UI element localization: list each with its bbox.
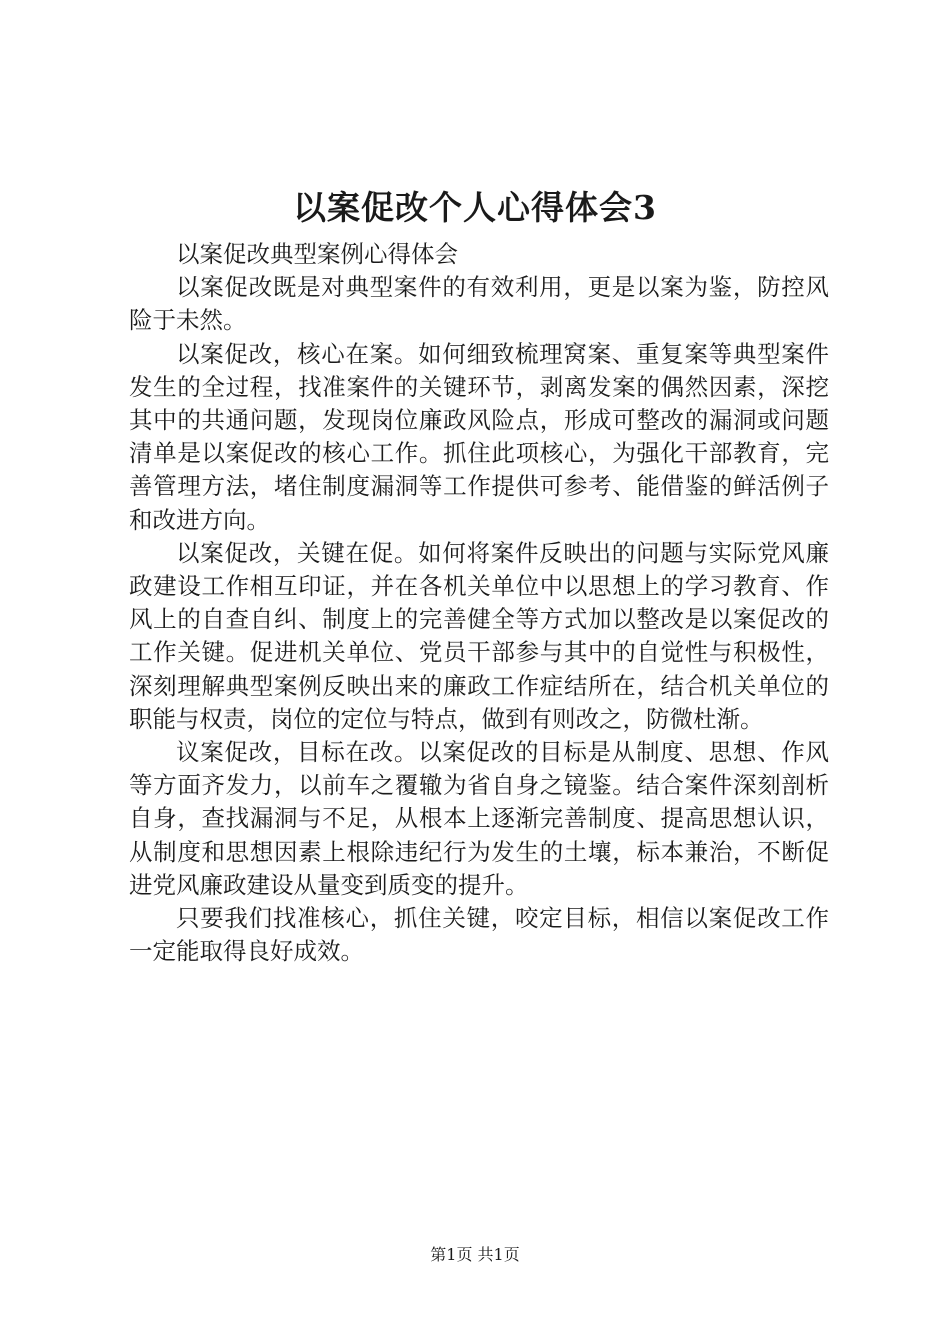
- subtitle-paragraph: 以案促改典型案例心得体会: [176, 240, 458, 268]
- document-body: [129, 238, 829, 968]
- document-title: 以案促改个人心得体会3: [293, 188, 657, 227]
- body-paragraph: 议案促改，目标在改。以案促改的目标是从制度、思想、作风等方面齐发力，以前车之覆辙为省自身之镜鉴。结合案件深刻剖析自身，查找漏洞与不足，从根本上逐渐完善制度、提高思想认识，从制度和思想因素上根除违纪行为发生的土壤，标本兼治，不断促进党风廉政建设从量变到质变的提升。: [129, 738, 829, 899]
- body-paragraph: 以案促改既是对典型案件的有效利用，更是以案为鉴，防控风险于未然。: [129, 273, 829, 335]
- page-number-footer: 第1页 共1页: [430, 1245, 520, 1264]
- body-paragraph: 只要我们找准核心，抓住关键，咬定目标，相信以案促改工作一定能取得良好成效。: [129, 904, 829, 966]
- body-paragraph: 以案促改，关键在促。如何将案件反映出的问题与实际党风廉政建设工作相互印证，并在各机关单位中以思想上的学习教育、作风上的自查自纠、制度上的完善健全等方式加以整改是以案促改的工作关键。促进机关单位、党员干部参与其中的自觉性与积极性，深刻理解典型案例反映出来的廉政工作症结所在，结合机关单位的职能与权责，岗位的定位与特点，做到有则改之，防微杜渐。: [129, 538, 829, 733]
- body-paragraph: 以案促改，核心在案。如何细致梳理窝案、重复案等典型案件发生的全过程，找准案件的关键环节，剥离发案的偶然因素，深挖其中的共通问题，发现岗位廉政风险点，形成可整改的漏洞或问题清单是以案促改的核心工作。抓住此项核心，为强化干部教育，完善管理方法，堵住制度漏洞等工作提供可参考、能借鉴的鲜活例子和改进方向。: [129, 339, 829, 534]
